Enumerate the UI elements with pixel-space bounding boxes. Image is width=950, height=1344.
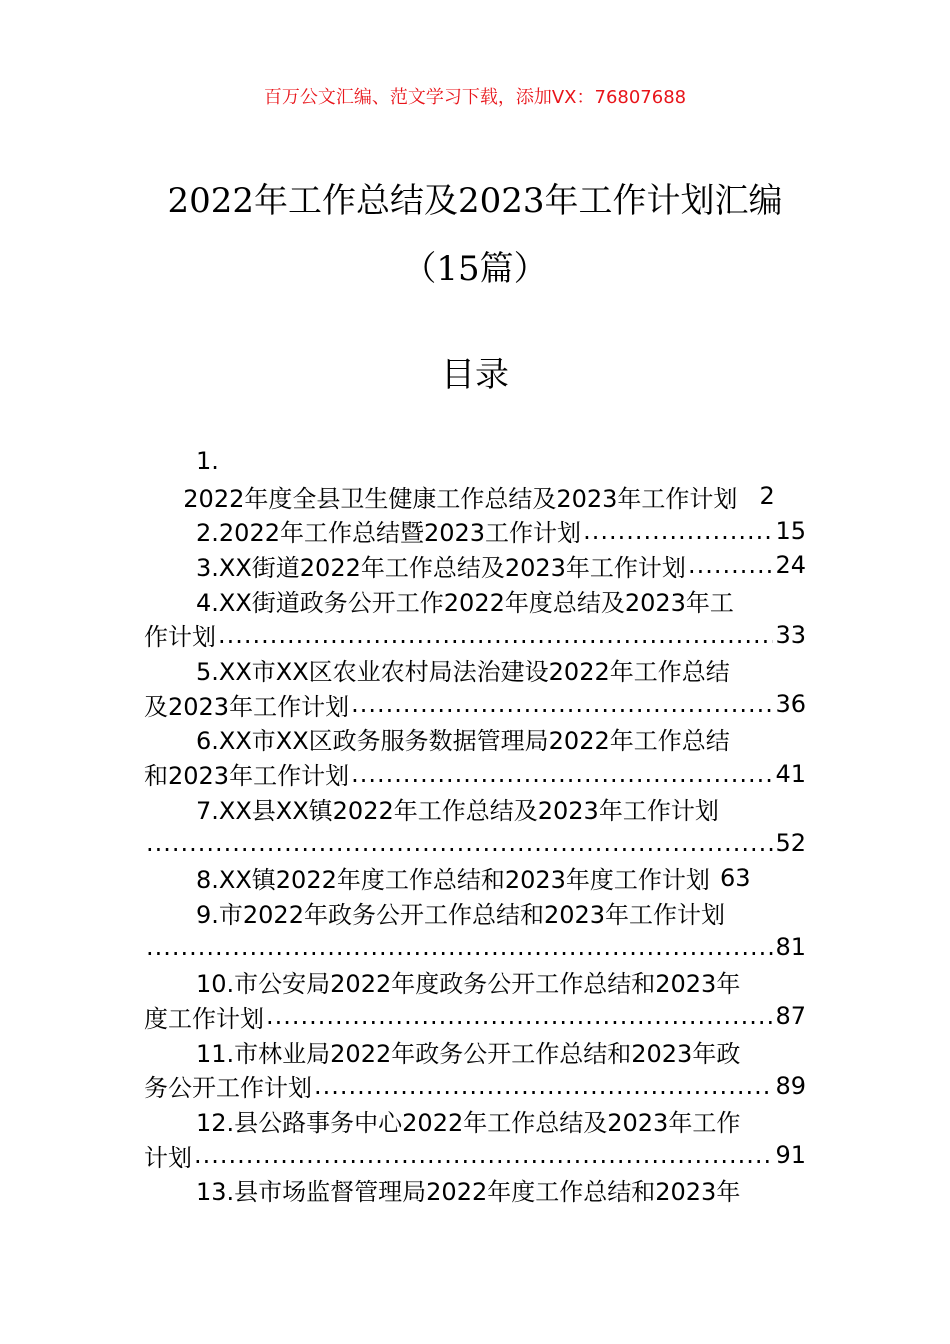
toc-entry-page: 91	[775, 1141, 806, 1170]
toc-leader-dots	[266, 1002, 773, 1030]
toc-leader-dots	[351, 760, 773, 788]
toc-leader-dots	[351, 690, 773, 718]
toc-heading: 目录	[441, 355, 509, 395]
toc-entry-title: 8.XX镇2022年度工作总结和2023年度工作计划	[196, 866, 710, 895]
toc-entry-title: 10.市公安局2022年度政务公开工作总结和2023年	[196, 970, 741, 999]
toc-entry-title-cont: 和2023年工作计划	[144, 762, 350, 791]
toc-entry-3[interactable]	[144, 548, 806, 583]
toc-leader-dots	[688, 551, 774, 579]
toc-entry-6[interactable]	[144, 722, 806, 791]
toc-entry-10[interactable]	[144, 964, 806, 1033]
document-subtitle-count: （15篇）	[402, 249, 548, 289]
toc-entry-title: 2022年度全县卫生健康工作总结及2023年工作计划	[183, 484, 738, 513]
toc-entry-title: 11.市林业局2022年政务公开工作总结和2023年政	[196, 1039, 741, 1068]
toc-entry-page: 41	[775, 759, 806, 788]
table-of-contents	[144, 444, 806, 1207]
toc-entry-4[interactable]	[144, 583, 806, 652]
toc-entry-page: 2	[759, 482, 775, 511]
toc-entry-page: 87	[775, 1002, 806, 1031]
toc-entry-7[interactable]	[144, 791, 806, 860]
toc-leader-dots	[194, 1141, 773, 1169]
toc-entry-title: 4.XX街道政务公开工作2022年度总结及2023年工	[196, 588, 734, 617]
document-title: 2022年工作总结及2023年工作计划汇编	[167, 181, 783, 221]
toc-entry-number: 1.	[196, 447, 219, 476]
toc-entry-page: 52	[775, 828, 806, 857]
toc-entry-title-cont: 及2023年工作计划	[144, 692, 350, 721]
toc-entry-page: 89	[775, 1071, 806, 1100]
toc-entry-1[interactable]	[144, 444, 806, 513]
toc-leader-dots	[583, 517, 773, 545]
toc-entry-title: 7.XX县XX镇2022年工作总结及2023年工作计划	[196, 796, 719, 825]
toc-entry-page: 24	[775, 551, 806, 580]
toc-leader-dots	[146, 829, 773, 857]
toc-leader-dots	[314, 1072, 773, 1100]
toc-entry-title: 2.2022年工作总结暨2023工作计划	[196, 519, 582, 548]
toc-entry-13[interactable]	[144, 1172, 806, 1207]
toc-entry-title: 5.XX市XX区农业农村局法治建设2022年工作总结	[196, 657, 730, 686]
toc-entry-title-cont: 作计划	[144, 623, 216, 652]
toc-entry-title: 9.市2022年政务公开工作总结和2023年工作计划	[196, 900, 726, 929]
toc-leader-dots	[146, 933, 773, 961]
watermark-text: 百万公文汇编、范文学习下载，添加VX：76807688	[263, 87, 687, 108]
toc-entry-page: 81	[775, 932, 806, 961]
toc-entry-title: 12.县公路事务中心2022年工作总结及2023年工作	[196, 1108, 741, 1137]
toc-entry-12[interactable]	[144, 1103, 806, 1172]
toc-leader-dots	[218, 621, 773, 649]
toc-entry-page: 33	[775, 620, 806, 649]
toc-entry-title-cont: 度工作计划	[144, 1004, 264, 1033]
toc-entry-title-cont: 务公开工作计划	[144, 1074, 312, 1103]
toc-entry-title: 3.XX街道2022年工作总结及2023年工作计划	[196, 553, 686, 582]
toc-entry-title-cont: 计划	[144, 1143, 192, 1172]
toc-entry-page: 36	[775, 690, 806, 719]
toc-entry-5[interactable]	[144, 652, 806, 721]
toc-entry-9[interactable]	[144, 895, 806, 964]
toc-entry-page: 63	[719, 863, 751, 892]
toc-entry-2[interactable]	[144, 513, 806, 548]
toc-entry-title: 13.县市场监督管理局2022年度工作总结和2023年	[196, 1178, 741, 1207]
toc-entry-page: 15	[775, 516, 806, 545]
toc-entry-title: 6.XX市XX区政务服务数据管理局2022年工作总结	[196, 727, 730, 756]
toc-entry-8[interactable]	[144, 860, 806, 895]
toc-entry-11[interactable]	[144, 1034, 806, 1103]
